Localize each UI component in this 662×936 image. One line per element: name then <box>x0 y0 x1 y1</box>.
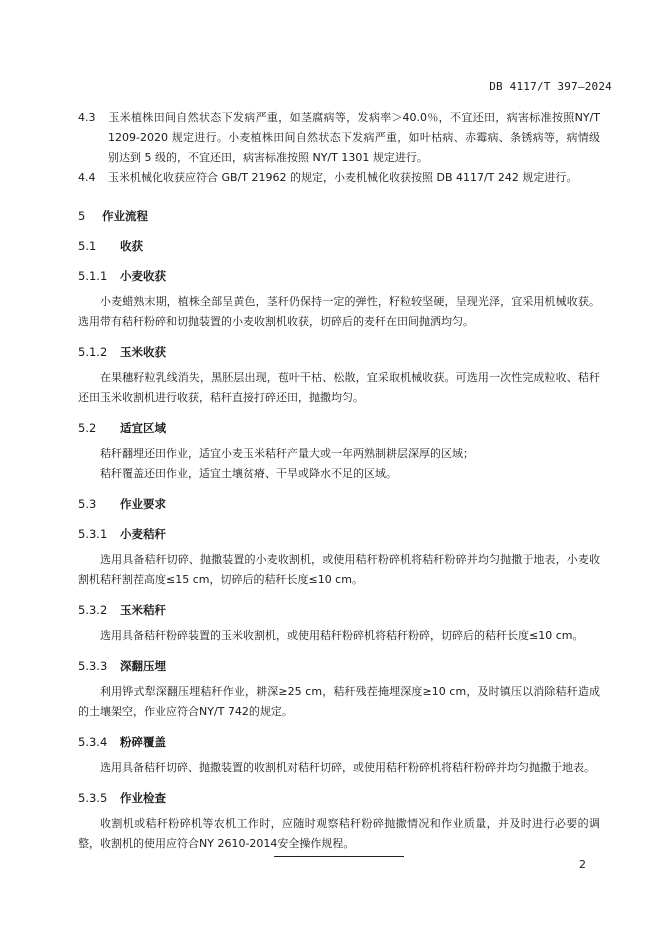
heading-number: 5.1.2 <box>78 345 108 359</box>
clause-text: 玉米机械化收获应符合 GB/T 21962 的规定，小麦机械化收获按照 DB 4117/T 242 规定进行。 <box>108 171 578 184</box>
heading-title: 小麦收获 <box>120 269 166 283</box>
paragraph-5-3-1: 选用具备秸秆切碎、抛撒装置的小麦收割机，或使用秸秆粉碎机将秸秆粉碎并均匀抛撒于地表，小麦收割机秸秆割茬高度≤15 cm，切碎后的秸秆长度≤10 cm。 <box>78 553 600 586</box>
section-heading-5-3-1 <box>78 524 600 544</box>
footer-divider <box>274 856 404 857</box>
section-heading-5-3-5 <box>78 788 600 808</box>
paragraph-5-1-1: 小麦蜡熟末期，植株全部呈黄色，茎秆仍保持一定的弹性，籽粒较坚硬，呈现光泽，宜采用机械收获。选用带有秸秆粉碎和切抛装置的小麦收割机收获，切碎后的麦秆在田间抛洒均匀。 <box>78 295 600 328</box>
paragraph-5-1-2: 在果穗籽粒乳线消失，黑胚层出现，苞叶干枯、松散，宜采取机械收获。可选用一次性完成粒收、秸秆还田玉米收割机进行收获，秸秆直接打碎还田，抛撒均匀。 <box>78 371 600 404</box>
heading-title: 作业检查 <box>120 791 166 805</box>
heading-title: 玉米秸秆 <box>120 603 166 617</box>
heading-title: 适宜区域 <box>120 421 166 435</box>
section-heading-5-2 <box>78 418 600 438</box>
heading-number: 5.3 <box>78 497 97 511</box>
paragraph-5-3-2: 选用具备秸秆粉碎装置的玉米收割机，或使用秸秆粉碎机将秸秆粉碎，切碎后的秸秆长度≤10 cm。 <box>100 629 584 642</box>
heading-title: 小麦秸秆 <box>120 527 166 541</box>
clause-number: 4.3 <box>78 111 96 124</box>
heading-title: 作业要求 <box>120 497 166 511</box>
paragraph-5-3-5: 收割机或秸秆粉碎机等农机工作时，应随时观察秸秆粉碎抛撒情况和作业质量，并及时进行必要的调整，收割机的使用应符合NY 2610-2014安全操作规程。 <box>78 817 600 850</box>
heading-number: 5.1.1 <box>78 269 108 283</box>
section-heading-5-1-1 <box>78 266 600 286</box>
heading-number: 5.3.3 <box>78 659 108 673</box>
document-code: DB 4117/T 397—2024 <box>489 80 612 93</box>
clause-4-4 <box>78 168 600 188</box>
heading-number: 5.3.5 <box>78 791 108 805</box>
heading-number: 5.3.2 <box>78 603 108 617</box>
heading-number: 5.1 <box>78 239 97 253</box>
heading-title: 作业流程 <box>102 209 148 223</box>
heading-title: 收获 <box>120 239 143 253</box>
paragraph-5-3-3: 利用铧式犁深翻压埋秸秆作业，耕深≥25 cm，秸秆残茬掩埋深度≥10 cm，及时镇压以消除秸秆造成的土壤架空，作业应符合NY/T 742的规定。 <box>78 685 600 718</box>
section-heading-5-3-3 <box>78 656 600 676</box>
heading-number: 5 <box>78 209 86 223</box>
heading-number: 5.2 <box>78 421 97 435</box>
section-heading-5-3 <box>78 494 600 514</box>
section-heading-5-3-4 <box>78 732 600 752</box>
heading-number: 5.3.4 <box>78 735 108 749</box>
document-body <box>78 108 600 854</box>
paragraph-5-2-line-1: 秸秆翻埋还田作业，适宜小麦玉米秸秆产量大或一年两熟制耕层深厚的区域； <box>100 447 474 460</box>
section-heading-5-1 <box>78 236 600 256</box>
section-heading-5 <box>78 206 600 226</box>
heading-title: 粉碎覆盖 <box>120 735 166 749</box>
clause-text: 玉米植株田间自然状态下发病严重，如茎腐病等，发病率＞40.0％，不宜还田，病害标准按照NY/T 1209-2020 规定进行。小麦植株田间自然状态下发病严重，如叶枯病、赤霉病、条锈病等，病情级别达到 5 级的，不宜还田，病害标准按照 NY/T 1301 规定进行。 <box>108 111 600 164</box>
heading-number: 5.3.1 <box>78 527 108 541</box>
page-number: 2 <box>579 858 586 871</box>
paragraph-5-2-line-2: 秸秆覆盖还田作业，适宜土壤贫瘠、干旱或降水不足的区域。 <box>100 467 397 480</box>
section-heading-5-3-2 <box>78 600 600 620</box>
clause-4-3 <box>78 108 600 168</box>
paragraph-5-3-4: 选用具备秸秆切碎、抛撒装置的收割机对秸秆切碎，或使用秸秆粉碎机将秸秆粉碎并均匀抛撒于地表。 <box>100 761 595 774</box>
section-heading-5-1-2 <box>78 342 600 362</box>
heading-title: 深翻压埋 <box>120 659 166 673</box>
heading-title: 玉米收获 <box>120 345 166 359</box>
clause-number: 4.4 <box>78 171 96 184</box>
